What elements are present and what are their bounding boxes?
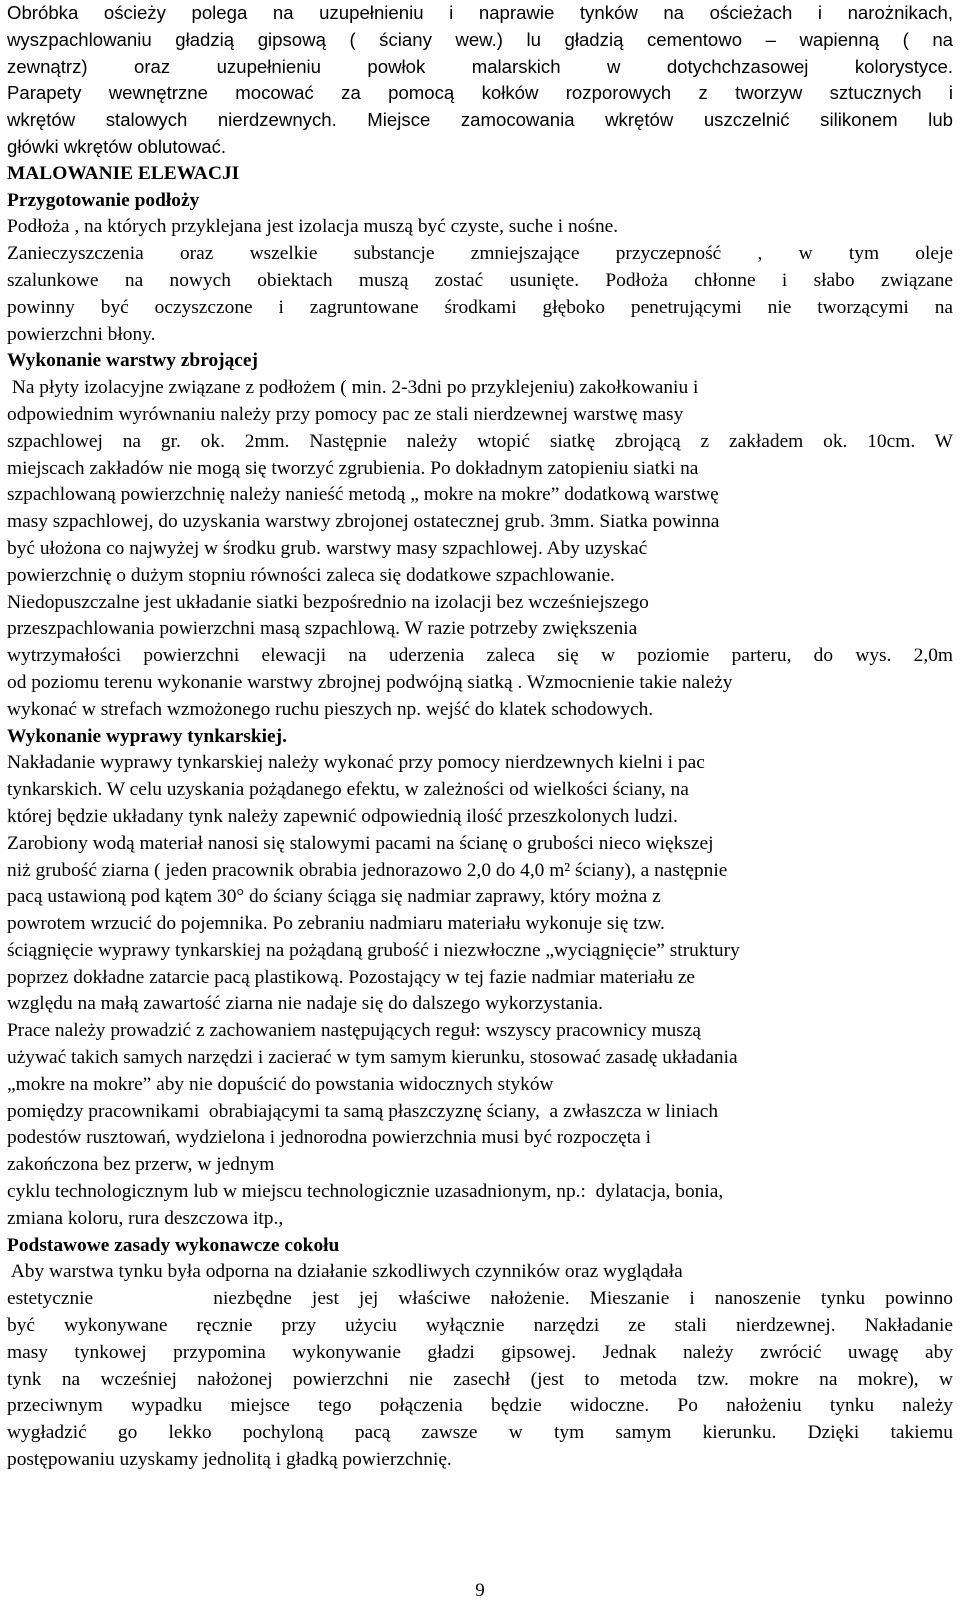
subheading-wyprawa-tynkarska: Wykonanie wyprawy tynkarskiej. bbox=[7, 725, 287, 747]
text-line: miejscach zakładów nie mogą się tworzyć zgrubienia. Po dokładnym zatopieniu siatki na bbox=[7, 457, 699, 479]
text-line: Na płyty izolacyjne związane z podłożem ( min. 2-3dni po przyklejeniu) zakołkowaniu i bbox=[7, 377, 699, 399]
text-line: pomiędzy pracownikami obrabiającymi ta samą płaszczyznę ściany, a zwłaszcza w liniach bbox=[7, 1100, 719, 1122]
text-line: szpachlowaną powierzchnię należy nanieść metodą „ mokre na mokre” dodatkową warstwę bbox=[7, 484, 719, 506]
text-line: szalunkowe na nowych obiektach muszą zostać usunięte. Podłoża chłonne i słabo związane bbox=[7, 269, 953, 291]
text-line: odpowiednim wyrównaniu należy przy pomocy pac ze stali nierdzewnej warstwę masy bbox=[7, 403, 684, 425]
text-line: Nakładanie wyprawy tynkarskiej należy wykonać przy pomocy nierdzewnych kielni i pac bbox=[7, 752, 705, 774]
text-line: powrotem wrzucić do pojemnika. Po zebraniu nadmiaru materiału wykonuje się tzw. bbox=[7, 913, 665, 935]
subheading-przygotowanie-podlozy: Przygotowanie podłoży bbox=[7, 189, 200, 211]
text-line: której będzie układany tynk należy zapewnić odpowiednią ilość przeszkolonych ludzi. bbox=[7, 805, 678, 827]
text-line: wykonać w strefach wzmożonego ruchu pieszych np. wejść do klatek schodowych. bbox=[7, 698, 654, 720]
text-line: powinny być oczyszczone i zagruntowane środkami głęboko penetrującymi nie tworzącymi na bbox=[7, 296, 953, 318]
text-line: wyszpachlowaniu gładzią gipsową ( ściany wew.) lu gładzią cementowo – wapienną ( na bbox=[7, 28, 953, 50]
text-line: podestów rusztowań, wydzielona i jednorodna powierzchnia musi być rozpoczęta i bbox=[7, 1127, 651, 1149]
paragraph-warstwa-zbrojaca bbox=[7, 375, 953, 723]
text-line: tynk na wcześniej nałożonej powierzchni nie zasechł (jest to metoda tzw. mokre na mokre), w bbox=[7, 1368, 953, 1390]
text-line: Prace należy prowadzić z zachowaniem następujących reguł: wszyscy pracownicy muszą bbox=[7, 1020, 701, 1042]
text-line: wkrętów stalowych nierdzewnych. Miejsce zamocowania wkrętów uszczelnić silikonem lub bbox=[7, 109, 953, 131]
subheading-warstwa-zbrojaca: Wykonanie warstwy zbrojącej bbox=[7, 350, 258, 372]
text-line: zewnątrz) oraz uzupełnieniu powłok malarskich w dotychchzasowej kolorystyce. bbox=[7, 55, 953, 77]
text-line: powierzchnię o dużym stopniu równości zaleca się dodatkowe szpachlowanie. bbox=[7, 564, 615, 586]
paragraph-zasady-cokolu bbox=[7, 1259, 953, 1473]
subheading-zasady-cokolu: Podstawowe zasady wykonawcze cokołu bbox=[7, 1234, 340, 1256]
text-line: przeciwnym wypadku miejsce tego połączenia będzie widoczne. Po nałożeniu tynku należy bbox=[7, 1395, 953, 1417]
text-line: używać takich samych narzędzi i zacierać w tym samym kierunku, stosować zasadę układania bbox=[7, 1047, 738, 1069]
text-line: Zarobiony wodą materiał nanosi się stalowymi pacami na ścianę o grubości nieco większej bbox=[7, 832, 714, 854]
text-line: Parapety wewnętrzne mocować za pomocą kołków rozporowych z tworzyw sztucznych i bbox=[7, 82, 953, 104]
text-line: ściągnięcie wyprawy tynkarskiej na pożądaną grubość i niezwłoczne „wyciągnięcie” struktury bbox=[7, 939, 740, 961]
text-line: być wykonywane ręcznie przy użyciu wyłącznie narzędzi ze stali nierdzewnej. Nakładanie bbox=[7, 1315, 953, 1337]
text-line: zmiana koloru, rura deszczowa itp., bbox=[7, 1207, 284, 1229]
paragraph-wyprawa-tynkarska bbox=[7, 750, 953, 1232]
text-line: zakończona bez przerw, w jednym bbox=[7, 1154, 275, 1176]
section-heading-malowanie-elewacji: MALOWANIE ELEWACJI bbox=[7, 162, 240, 184]
text-line: Obróbka ościeży polega na uzupełnieniu i naprawie tynków na ościeżach i narożnikach, bbox=[7, 2, 953, 23]
text-line: wytrzymałości powierzchni elewacji na uderzenia zaleca się w poziomie parteru, do wys. 2,0m bbox=[7, 645, 953, 667]
paragraph-obrobka-oscIezy bbox=[7, 0, 953, 80]
text-line: od poziomu terenu wykonanie warstwy zbrojnej podwójną siatką . Wzmocnienie takie należy bbox=[7, 671, 733, 693]
paragraph-podloza bbox=[7, 214, 953, 348]
text-line: tynkarskich. W celu uzyskania pożądanego efektu, w zależności od wielkości ściany, na bbox=[7, 779, 689, 801]
text-line: być ułożona co najwyżej w środku grub. warstwy masy szpachlowej. Aby uzyskać bbox=[7, 537, 648, 559]
text-line: wygładzić go lekko pochyloną pacą zawsze w tym samym kierunku. Dzięki takiemu bbox=[7, 1422, 953, 1444]
text-line: Aby warstwa tynku była odporna na działanie szkodliwych czynników oraz wyglądała bbox=[7, 1261, 683, 1283]
text-line: Zanieczyszczenia oraz wszelkie substancje zmniejszające przyczepność , w tym oleje bbox=[7, 243, 953, 265]
text-line: Niedopuszczalne jest układanie siatki bezpośrednio na izolacji bez wcześniejszego bbox=[7, 591, 649, 613]
text-line: poprzez dokładne zatarcie pacą plastikową. Pozostający w tej fazie nadmiar materiału ze bbox=[7, 966, 696, 988]
text-line: powierzchni błony. bbox=[7, 323, 156, 345]
paragraph-parapety bbox=[7, 80, 953, 160]
text-line: masy szpachlowej, do uzyskania warstwy zbrojonej ostatecznej grub. 3mm. Siatka powinna bbox=[7, 511, 720, 533]
text-line: „mokre na mokre” aby nie dopuścić do powstania widocznych styków bbox=[7, 1073, 554, 1095]
text-line: przeszpachlowania powierzchni masą szpachlową. W razie potrzeby zwiększenia bbox=[7, 618, 638, 640]
text-line: względu na małą zawartość ziarna nie nadaje się do dalszego wykorzystania. bbox=[7, 993, 604, 1015]
document-page bbox=[7, 0, 953, 1474]
page-number: 9 bbox=[475, 1580, 485, 1601]
text-line: Podłoża , na których przyklejana jest izolacja muszą być czyste, suche i nośne. bbox=[7, 216, 619, 238]
text-line: cyklu technologicznym lub w miejscu technologicznie uzasadnionym, np.: dylatacja, bonia, bbox=[7, 1181, 724, 1203]
text-line: główki wkrętów oblutować. bbox=[7, 135, 227, 157]
text-line: postępowaniu uzyskamy jednolitą i gładką powierzchnię. bbox=[7, 1449, 452, 1471]
text-line: masy tynkowej przypomina wykonywanie gładzi gipsowej. Jednak należy zwrócić uwagę aby bbox=[7, 1341, 953, 1363]
text-line: pacą ustawioną pod kątem 30° do ściany ściąga się nadmiar zaprawy, który można z bbox=[7, 886, 661, 908]
text-line: estetycznie niezbędne jest jej właściwe nałożenie. Mieszanie i nanoszenie tynku powinno bbox=[7, 1288, 953, 1310]
text-line: niż grubość ziarna ( jeden pracownik obrabia jednorazowo 2,0 do 4,0 m² ściany), a następnie bbox=[7, 859, 728, 881]
text-line: szpachlowej na gr. ok. 2mm. Następnie należy wtopić siatkę zbrojącą z zakładem ok. 10cm. W bbox=[7, 430, 953, 452]
